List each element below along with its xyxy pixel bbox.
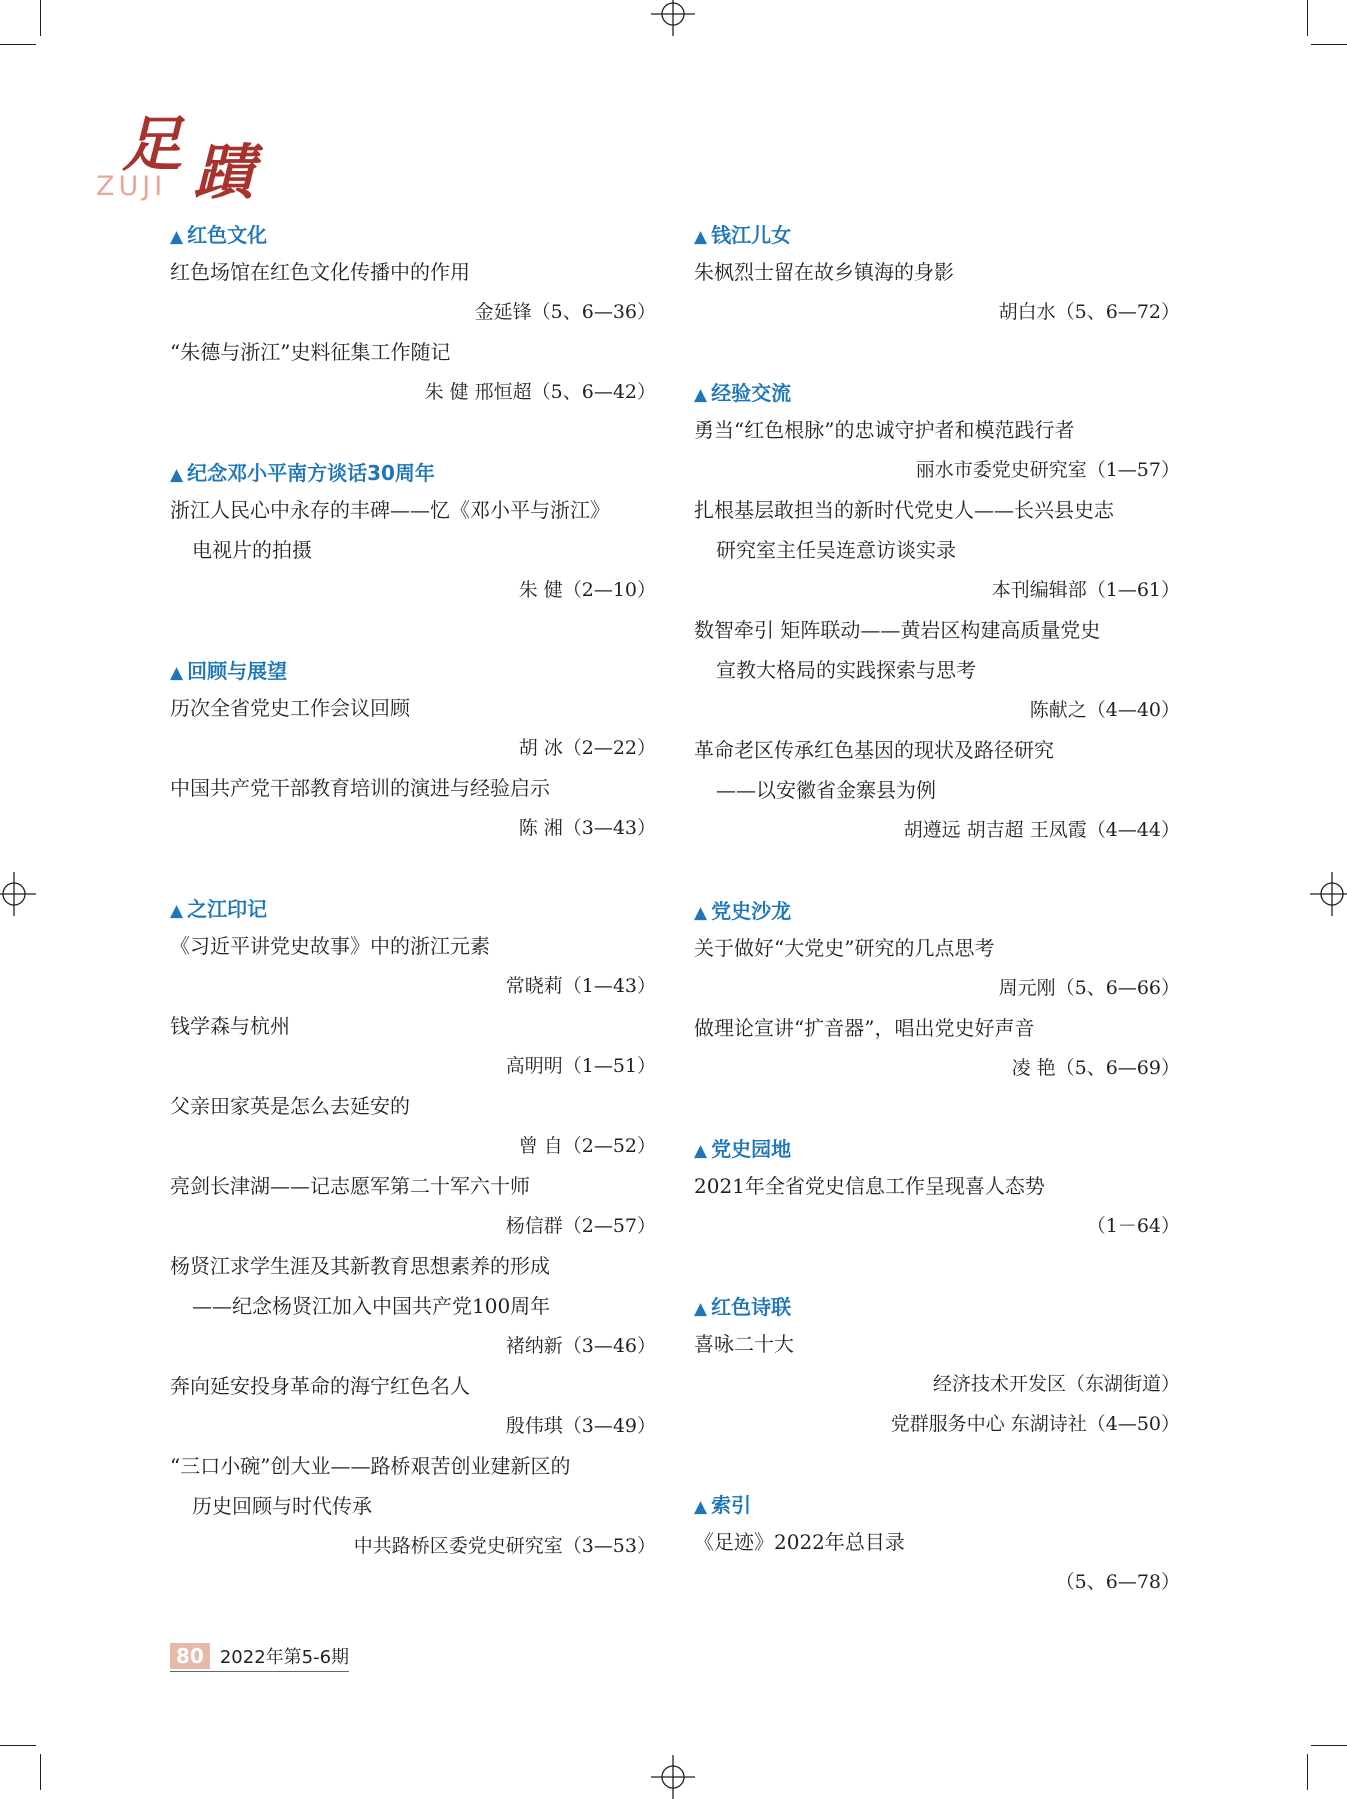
logo-character: 蹟 bbox=[194, 138, 254, 208]
article-title: 电视片的拍摄 bbox=[192, 538, 312, 562]
article-author: 陈献之（4—40） bbox=[1029, 699, 1180, 721]
article-title: “朱德与浙江”史料征集工作随记 bbox=[170, 340, 451, 364]
article-author: 党群服务中心 东湖诗社（4—50） bbox=[890, 1413, 1180, 1435]
toc-section bbox=[694, 218, 1180, 332]
article-author: 经济技术开发区（东湖街道） bbox=[932, 1373, 1180, 1395]
article-title: 勇当“红色根脉”的忠诚守护者和模范践行者 bbox=[694, 418, 1075, 442]
article-author: 朱 健 邢恒超（5、6—42） bbox=[424, 381, 656, 403]
section-title bbox=[170, 218, 656, 252]
article-title: 历史回顾与时代传承 bbox=[192, 1494, 372, 1518]
article-author: 本刊编辑部（1—61） bbox=[991, 579, 1180, 601]
article-author: （1－64） bbox=[1086, 1215, 1180, 1237]
article-title: 杨贤江求学生涯及其新教育思想素养的形成 bbox=[170, 1254, 550, 1278]
article-title: 历次全省党史工作会议回顾 bbox=[170, 696, 410, 720]
section-title bbox=[170, 892, 656, 926]
triangle-bullet-icon: ▲ bbox=[694, 385, 708, 405]
article-title: 喜咏二十大 bbox=[694, 1332, 794, 1356]
article-author: 凌 艳（5、6—69） bbox=[1011, 1057, 1180, 1079]
triangle-bullet-icon: ▲ bbox=[170, 663, 184, 683]
article-author: 高明明（1—51） bbox=[505, 1055, 656, 1077]
article-title: 宣教大格局的实践探索与思考 bbox=[716, 658, 976, 682]
toc-section bbox=[694, 376, 1180, 850]
crop-mark bbox=[1307, 0, 1308, 36]
section-title-text: 党史园地 bbox=[711, 1137, 792, 1161]
article-title: 中国共产党干部教育培训的演进与经验启示 bbox=[170, 776, 550, 800]
article-author: 杨信群（2—57） bbox=[505, 1215, 656, 1237]
registration-mark-icon bbox=[1310, 872, 1347, 916]
section-title bbox=[694, 218, 1180, 252]
crop-mark bbox=[1311, 1745, 1347, 1746]
article-title: ——以安徽省金寨县为例 bbox=[716, 778, 936, 802]
triangle-bullet-icon: ▲ bbox=[694, 903, 708, 923]
article-author: 褚纳新（3—46） bbox=[505, 1335, 656, 1357]
article-author: 丽水市委党史研究室（1—57） bbox=[915, 459, 1180, 481]
article-author: 胡遵远 胡吉超 王凤霞（4—44） bbox=[903, 819, 1180, 841]
section-title-text: 党史沙龙 bbox=[711, 899, 792, 923]
section-title-text: 经验交流 bbox=[711, 381, 792, 405]
article-title: ——纪念杨贤江加入中国共产党100周年 bbox=[192, 1294, 551, 1318]
section-title-text: 索引 bbox=[711, 1493, 752, 1517]
section-title bbox=[694, 894, 1180, 928]
logo-character: 足 bbox=[122, 110, 182, 180]
toc-section bbox=[694, 894, 1180, 1088]
section-title bbox=[694, 1132, 1180, 1166]
article-title: 红色场馆在红色文化传播中的作用 bbox=[170, 260, 470, 284]
section-title-text: 回顾与展望 bbox=[187, 659, 288, 683]
toc-section bbox=[694, 1290, 1180, 1444]
section-title-text: 红色诗联 bbox=[711, 1295, 792, 1319]
article-author: 曾 自（2—52） bbox=[518, 1135, 656, 1157]
article-title: 关于做好“大党史”研究的几点思考 bbox=[694, 936, 995, 960]
crop-mark bbox=[40, 1754, 41, 1790]
toc-left-column bbox=[170, 218, 656, 1610]
crop-mark bbox=[0, 44, 36, 45]
section-title bbox=[694, 1290, 1180, 1324]
article-title: “三口小碗”创大业——路桥艰苦创业建新区的 bbox=[170, 1454, 571, 1478]
toc-section bbox=[170, 218, 656, 412]
section-title-text: 钱江儿女 bbox=[711, 223, 792, 247]
article-title: 钱学森与杭州 bbox=[170, 1014, 290, 1038]
section-title bbox=[694, 376, 1180, 410]
article-title: 数智牵引 矩阵联动——黄岩区构建高质量党史 bbox=[694, 618, 1101, 642]
triangle-bullet-icon: ▲ bbox=[694, 1497, 708, 1517]
issue-label: 2022年第5-6期 bbox=[219, 1647, 350, 1668]
triangle-bullet-icon: ▲ bbox=[170, 227, 184, 247]
article-title: 亮剑长津湖——记志愿军第二十军六十师 bbox=[170, 1174, 530, 1198]
crop-mark bbox=[0, 1745, 36, 1746]
article-title: 《习近平讲党史故事》中的浙江元素 bbox=[170, 934, 490, 958]
article-author: 周元刚（5、6—66） bbox=[998, 977, 1180, 999]
triangle-bullet-icon: ▲ bbox=[170, 465, 184, 485]
toc-section bbox=[694, 1488, 1180, 1602]
toc-section bbox=[694, 1132, 1180, 1246]
article-title: 研究室主任吴连意访谈实录 bbox=[716, 538, 956, 562]
article-title: 2021年全省党史信息工作呈现喜人态势 bbox=[694, 1174, 1045, 1198]
toc-section bbox=[170, 892, 656, 1566]
triangle-bullet-icon: ▲ bbox=[694, 1141, 708, 1161]
article-title: 做理论宣讲“扩音器”，唱出党史好声音 bbox=[694, 1016, 1035, 1040]
article-title: 朱枫烈士留在故乡镇海的身影 bbox=[694, 260, 954, 284]
article-author: 胡白水（5、6—72） bbox=[998, 301, 1180, 323]
section-title-text: 纪念邓小平南方谈话30周年 bbox=[187, 461, 435, 485]
article-author: 陈 湘（3—43） bbox=[518, 817, 656, 839]
section-title bbox=[170, 456, 656, 490]
toc-section bbox=[170, 654, 656, 848]
triangle-bullet-icon: ▲ bbox=[170, 901, 184, 921]
article-title: 奔向延安投身革命的海宁红色名人 bbox=[170, 1374, 470, 1398]
section-title-text: 之江印记 bbox=[187, 897, 268, 921]
registration-mark-icon bbox=[651, 1755, 695, 1799]
crop-mark bbox=[40, 0, 41, 36]
article-title: 扎根基层敢担当的新时代党史人——长兴县史志 bbox=[694, 498, 1114, 522]
article-title: 父亲田家英是怎么去延安的 bbox=[170, 1094, 410, 1118]
toc-section bbox=[170, 456, 656, 610]
article-author: 胡 冰（2—22） bbox=[518, 737, 656, 759]
article-author: 殷伟琪（3—49） bbox=[505, 1415, 656, 1437]
page-number: 80 bbox=[170, 1643, 210, 1669]
article-title: 革命老区传承红色基因的现状及路径研究 bbox=[694, 738, 1054, 762]
logo-latin-text: ZUJI bbox=[96, 171, 167, 202]
registration-mark-icon bbox=[0, 872, 36, 916]
triangle-bullet-icon: ▲ bbox=[694, 227, 708, 247]
magazine-logo bbox=[92, 95, 292, 208]
article-title: 《足迹》2022年总目录 bbox=[694, 1530, 905, 1554]
article-author: 金延锋（5、6—36） bbox=[474, 301, 656, 323]
section-title bbox=[170, 654, 656, 688]
article-author: 中共路桥区委党史研究室（3—53） bbox=[353, 1535, 656, 1557]
article-author: 常晓莉（1—43） bbox=[505, 975, 656, 997]
crop-mark bbox=[1307, 1754, 1308, 1790]
crop-mark bbox=[1311, 44, 1347, 45]
toc-right-column bbox=[694, 218, 1180, 1646]
article-author: 朱 健（2—10） bbox=[518, 579, 656, 601]
section-title bbox=[694, 1488, 1180, 1522]
triangle-bullet-icon: ▲ bbox=[694, 1299, 708, 1319]
article-title: 浙江人民心中永存的丰碑——忆《邓小平与浙江》 bbox=[170, 498, 610, 522]
page-footer bbox=[170, 1643, 349, 1672]
section-title-text: 红色文化 bbox=[187, 223, 268, 247]
article-author: （5、6—78） bbox=[1055, 1571, 1180, 1593]
registration-mark-icon bbox=[651, 0, 695, 36]
